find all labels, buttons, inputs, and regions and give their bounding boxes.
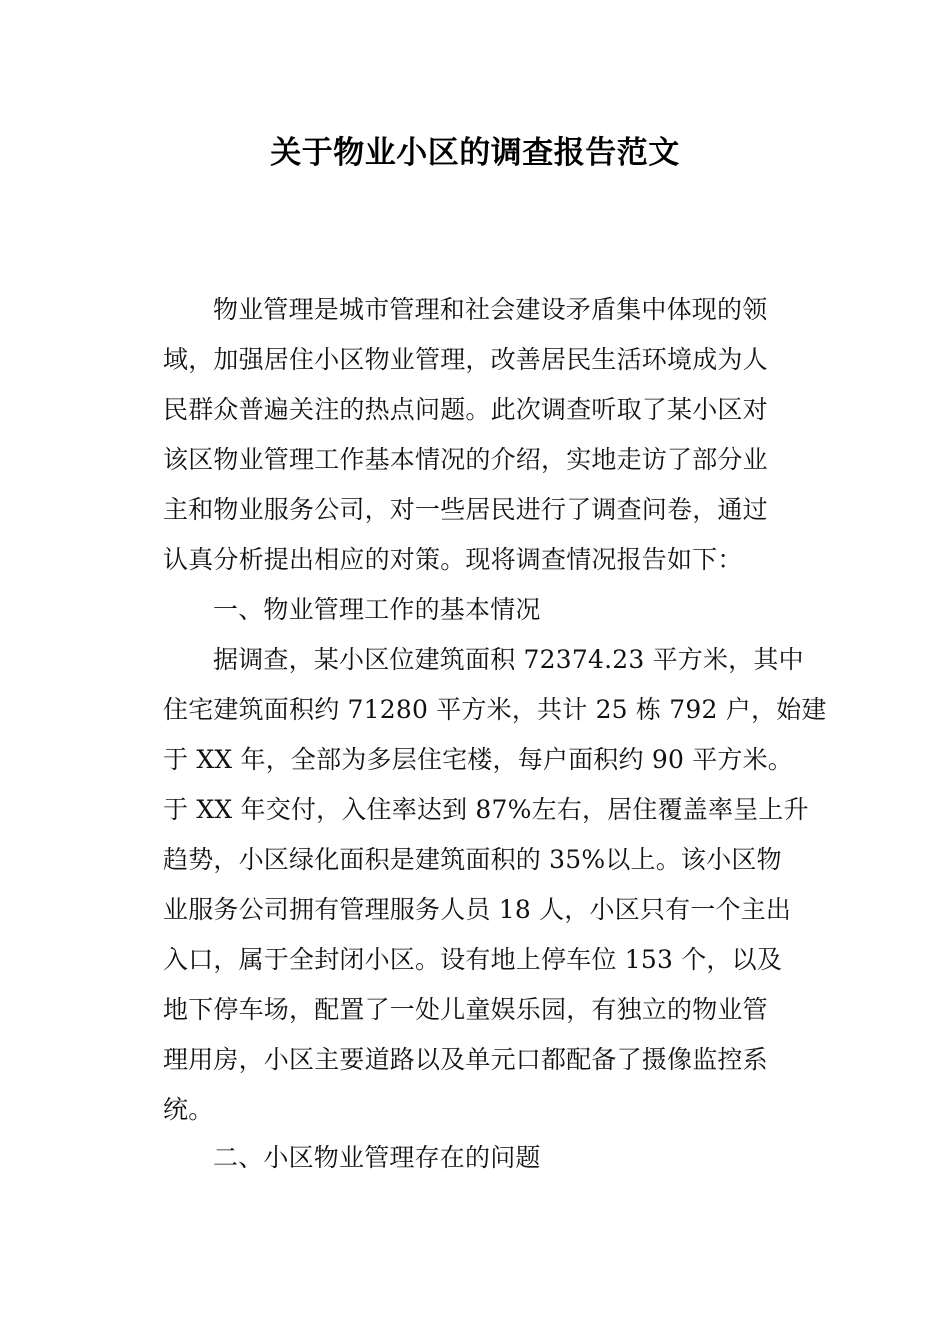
paragraph-1-line-3: 民群众普遍关注的热点问题。此次调查听取了某小区对	[163, 395, 768, 424]
paragraph-1-line-2: 域，加强居住小区物业管理，改善居民生活环境成为人	[163, 345, 768, 374]
paragraph-2-line-6: 业服务公司拥有管理服务人员 18 人，小区只有一个主出	[163, 895, 792, 924]
paragraph-2-line-1: 据调查，某小区位建筑面积 72374.23 平方米，其中	[213, 645, 804, 674]
paragraph-2-line-9: 理用房，小区主要道路以及单元口都配备了摄像监控系	[163, 1045, 768, 1074]
paragraph-2-line-7: 入口，属于全封闭小区。设有地上停车位 153 个，以及	[163, 945, 783, 974]
paragraph-1-line-1: 物业管理是城市管理和社会建设矛盾集中体现的领	[213, 295, 768, 324]
paragraph-1-line-4: 该区物业管理工作基本情况的介绍，实地走访了部分业	[163, 445, 768, 474]
document-title: 关于物业小区的调查报告范文	[270, 135, 680, 171]
section-heading-2: 二、小区物业管理存在的问题	[213, 1143, 541, 1172]
paragraph-1-line-6: 认真分析提出相应的对策。现将调查情况报告如下：	[163, 545, 743, 574]
paragraph-2-line-3: 于 XX 年，全部为多层住宅楼，每户面积约 90 平方米。	[163, 745, 793, 774]
section-heading-1: 一、物业管理工作的基本情况	[213, 595, 541, 624]
paragraph-1-line-5: 主和物业服务公司，对一些居民进行了调查问卷，通过	[163, 495, 768, 524]
paragraph-2-line-10: 统。	[163, 1095, 214, 1124]
paragraph-2-line-4: 于 XX 年交付，入住率达到 87%左右，居住覆盖率呈上升	[163, 795, 809, 824]
paragraph-2-line-8: 地下停车场，配置了一处儿童娱乐园，有独立的物业管	[163, 995, 768, 1024]
paragraph-2-line-2: 住宅建筑面积约 71280 平方米，共计 25 栋 792 户，始建	[163, 695, 827, 724]
paragraph-2-line-5: 趋势，小区绿化面积是建筑面积的 35%以上。该小区物	[163, 845, 782, 874]
